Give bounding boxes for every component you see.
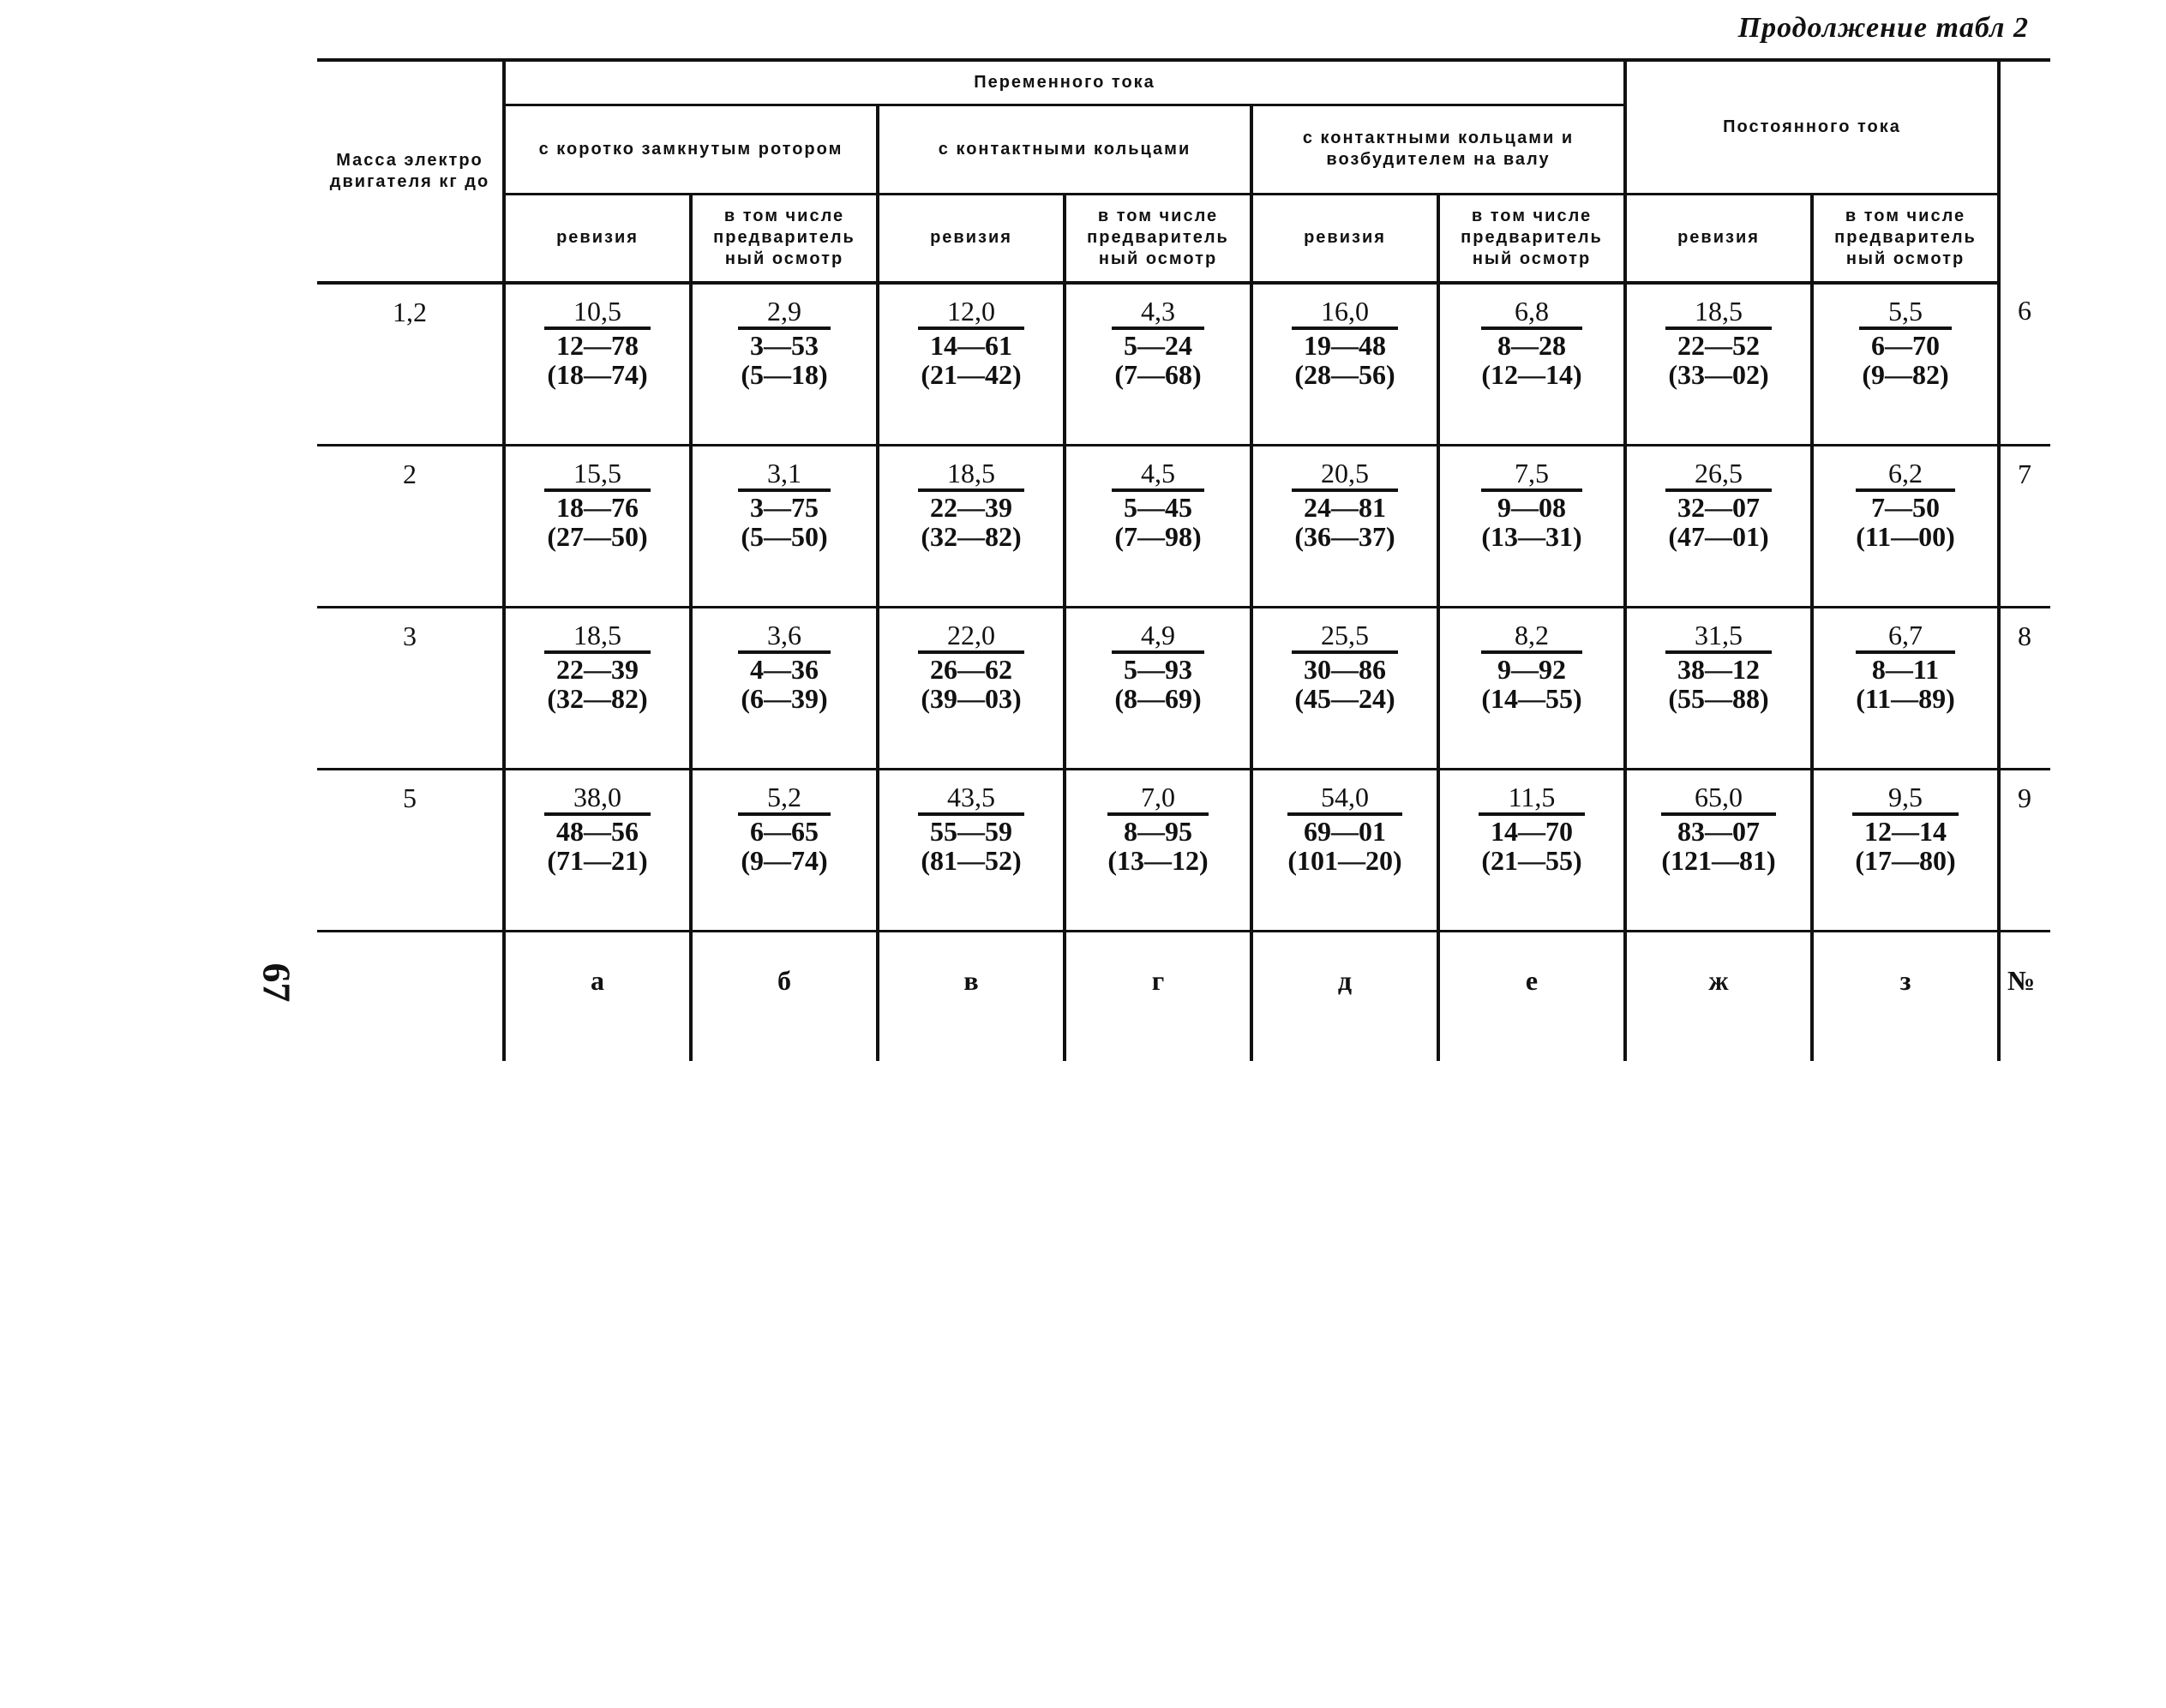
column-letter: е [1438, 932, 1625, 1062]
header-preliminary: в том числе предваритель ный осмотр [1438, 194, 1625, 283]
value-cell [1812, 770, 1999, 932]
value-bot: (27—50) [547, 521, 648, 552]
mass-value: 3 [317, 608, 504, 770]
value-top: 9,5 [1852, 782, 1959, 814]
table-caption: Продолжение табл 2 [1737, 12, 2029, 44]
value-mid: 4—36 [738, 652, 831, 684]
column-letter: д [1251, 932, 1438, 1062]
value-top: 16,0 [1292, 297, 1398, 328]
header-group-squirrel: с коротко замкнутым ротором [504, 105, 878, 194]
value-mid: 22—39 [918, 490, 1024, 522]
value-mid: 22—39 [544, 652, 651, 684]
value-top: 5,2 [738, 782, 831, 814]
value-top: 15,5 [544, 458, 651, 490]
value-mid: 24—81 [1292, 490, 1398, 522]
value-cell [1438, 770, 1625, 932]
value-top: 18,5 [918, 458, 1024, 490]
value-top: 25,5 [1292, 620, 1398, 652]
value-bot: (6—39) [741, 683, 828, 714]
value-bot: (71—21) [547, 845, 648, 876]
value-cell [1065, 770, 1251, 932]
value-mid: 26—62 [918, 652, 1024, 684]
value-bot: (11—89) [1856, 683, 1955, 714]
value-cell [878, 446, 1065, 608]
row-number: 8 [1999, 608, 2050, 770]
value-bot: (13—12) [1107, 845, 1209, 876]
column-letter: б [691, 932, 878, 1062]
value-top: 7,5 [1481, 458, 1581, 490]
table-row [317, 283, 2050, 446]
value-mid: 5—45 [1112, 490, 1204, 522]
header-revision: ревизия [504, 194, 691, 283]
value-bot: (9—74) [741, 845, 828, 876]
column-letter: а [591, 965, 604, 996]
value-cell [1251, 283, 1438, 446]
table-row [317, 770, 2050, 932]
value-mid: 12—78 [544, 328, 651, 360]
header-preliminary: в том числе предваритель ный осмотр [1812, 194, 1999, 283]
value-top: 6,7 [1856, 620, 1955, 652]
value-mid: 83—07 [1661, 814, 1775, 846]
value-bot: (33—02) [1668, 359, 1769, 390]
value-bot: (7—68) [1114, 359, 1202, 390]
value-mid: 7—50 [1856, 490, 1955, 522]
column-letter: ж [1625, 932, 1812, 1062]
value-cell [1625, 283, 1812, 446]
value-mid: 14—70 [1479, 814, 1585, 846]
value-mid: 8—11 [1856, 652, 1955, 684]
value-bot: (39—03) [921, 683, 1022, 714]
value-mid: 8—28 [1481, 328, 1581, 360]
value-bot: (11—00) [1856, 521, 1955, 552]
mass-value: 2 [317, 446, 504, 608]
value-cell [878, 770, 1065, 932]
value-cell [1812, 283, 1999, 446]
header-group-rings-exciter: с контактными кольцами и возбудителем на валу [1251, 105, 1625, 194]
value-cell [691, 446, 878, 608]
value-cell [504, 283, 691, 446]
tariff-table [317, 58, 2050, 1061]
blank-cell [317, 932, 504, 1062]
value-top: 31,5 [1665, 620, 1772, 652]
table-row [317, 608, 2050, 770]
value-bot: (45—24) [1294, 683, 1395, 714]
header-revision: ревизия [1625, 194, 1812, 283]
value-mid: 48—56 [544, 814, 651, 846]
value-mid: 9—92 [1481, 652, 1581, 684]
value-top: 3,6 [738, 620, 831, 652]
value-top: 18,5 [1665, 297, 1772, 328]
value-mid: 19—48 [1292, 328, 1398, 360]
header-revision: ревизия [878, 194, 1065, 283]
mass-value: 5 [317, 770, 504, 932]
value-mid: 9—08 [1481, 490, 1581, 522]
value-mid: 38—12 [1665, 652, 1772, 684]
value-mid: 12—14 [1852, 814, 1959, 846]
value-cell [1625, 770, 1812, 932]
value-cell [1812, 446, 1999, 608]
value-top: 22,0 [918, 620, 1024, 652]
value-cell [878, 283, 1065, 446]
value-mid: 30—86 [1292, 652, 1398, 684]
value-cell [1065, 608, 1251, 770]
value-cell [691, 608, 878, 770]
value-top: 54,0 [1287, 782, 1401, 814]
value-cell [1251, 770, 1438, 932]
value-mid: 6—65 [738, 814, 831, 846]
value-mid: 6—70 [1859, 328, 1952, 360]
value-top: 6,8 [1481, 297, 1581, 328]
value-mid: 3—75 [738, 490, 831, 522]
header-preliminary: в том числе предваритель ный осмотр [1065, 194, 1251, 283]
value-top: 2,9 [738, 297, 831, 328]
value-cell [691, 770, 878, 932]
value-mid: 14—61 [918, 328, 1024, 360]
value-bot: (47—01) [1668, 521, 1769, 552]
value-bot: (5—18) [741, 359, 828, 390]
value-bot: (55—88) [1668, 683, 1769, 714]
value-cell [1251, 608, 1438, 770]
value-cell [1438, 446, 1625, 608]
value-cell [1251, 446, 1438, 608]
value-bot: (101—20) [1287, 845, 1402, 876]
column-letter: г [1065, 932, 1251, 1062]
value-bot: (12—14) [1481, 359, 1582, 390]
value-top: 10,5 [544, 297, 651, 328]
header-revision: ревизия [1251, 194, 1438, 283]
value-top: 3,1 [738, 458, 831, 490]
value-bot: (121—81) [1661, 845, 1776, 876]
value-top: 18,5 [544, 620, 651, 652]
value-top: 4,9 [1112, 620, 1204, 652]
value-cell [1438, 283, 1625, 446]
table-row [317, 446, 2050, 608]
value-top: 4,3 [1112, 297, 1204, 328]
value-mid: 69—01 [1287, 814, 1401, 846]
value-bot: (8—69) [1114, 683, 1202, 714]
value-top: 26,5 [1665, 458, 1772, 490]
value-mid: 22—52 [1665, 328, 1772, 360]
value-bot: (14—55) [1481, 683, 1582, 714]
row-number: 9 [1999, 770, 2050, 932]
value-cell [504, 770, 691, 932]
value-bot: (32—82) [547, 683, 648, 714]
value-top: 7,0 [1107, 782, 1208, 814]
value-cell [1065, 283, 1251, 446]
value-bot: (5—50) [741, 521, 828, 552]
value-bot: (32—82) [921, 521, 1022, 552]
value-top: 4,5 [1112, 458, 1204, 490]
value-bot: (28—56) [1294, 359, 1395, 390]
mass-value: 1,2 [317, 283, 504, 446]
value-cell [1812, 608, 1999, 770]
value-cell [504, 446, 691, 608]
value-mid: 8—95 [1107, 814, 1208, 846]
value-cell [1065, 446, 1251, 608]
header-group-rings: с контактными кольцами [878, 105, 1251, 194]
header-ac: Переменного тока [504, 60, 1625, 105]
header-dc: Постоянного тока [1625, 60, 1999, 194]
value-bot: (18—74) [547, 359, 648, 390]
value-cell [1438, 608, 1625, 770]
value-top: 11,5 [1479, 782, 1585, 814]
value-top: 5,5 [1859, 297, 1952, 328]
page-number: 67 [255, 962, 299, 1003]
value-mid: 18—76 [544, 490, 651, 522]
column-letter: в [878, 932, 1065, 1062]
number-sign: № [2007, 965, 2036, 996]
value-cell [691, 283, 878, 446]
value-top: 38,0 [544, 782, 651, 814]
value-bot: (21—42) [921, 359, 1022, 390]
value-bot: (81—52) [921, 845, 1022, 876]
value-top: 43,5 [918, 782, 1024, 814]
value-top: 12,0 [918, 297, 1024, 328]
value-cell [878, 608, 1065, 770]
value-bot: (7—98) [1114, 521, 1202, 552]
value-bot: (13—31) [1481, 521, 1582, 552]
value-bot: (17—80) [1855, 845, 1956, 876]
value-cell [1625, 608, 1812, 770]
value-mid: 5—24 [1112, 328, 1204, 360]
value-mid: 5—93 [1112, 652, 1204, 684]
value-top: 8,2 [1481, 620, 1581, 652]
value-bot: (21—55) [1481, 845, 1582, 876]
column-letters-row [317, 932, 2050, 1062]
header-no-blank [1999, 60, 2050, 283]
value-cell [504, 608, 691, 770]
value-top: 20,5 [1292, 458, 1398, 490]
row-number: 6 [1999, 283, 2050, 446]
value-bot: (36—37) [1294, 521, 1395, 552]
row-number: 7 [1999, 446, 2050, 608]
column-letter: з [1812, 932, 1999, 1062]
value-cell [1625, 446, 1812, 608]
value-bot: (9—82) [1862, 359, 1949, 390]
value-mid: 32—07 [1665, 490, 1772, 522]
header-mass: Масса электро двигателя кг до [317, 60, 504, 283]
value-mid: 3—53 [738, 328, 831, 360]
value-top: 6,2 [1856, 458, 1955, 490]
value-top: 65,0 [1661, 782, 1775, 814]
value-mid: 55—59 [918, 814, 1024, 846]
header-preliminary: в том числе предваритель ный осмотр [691, 194, 878, 283]
